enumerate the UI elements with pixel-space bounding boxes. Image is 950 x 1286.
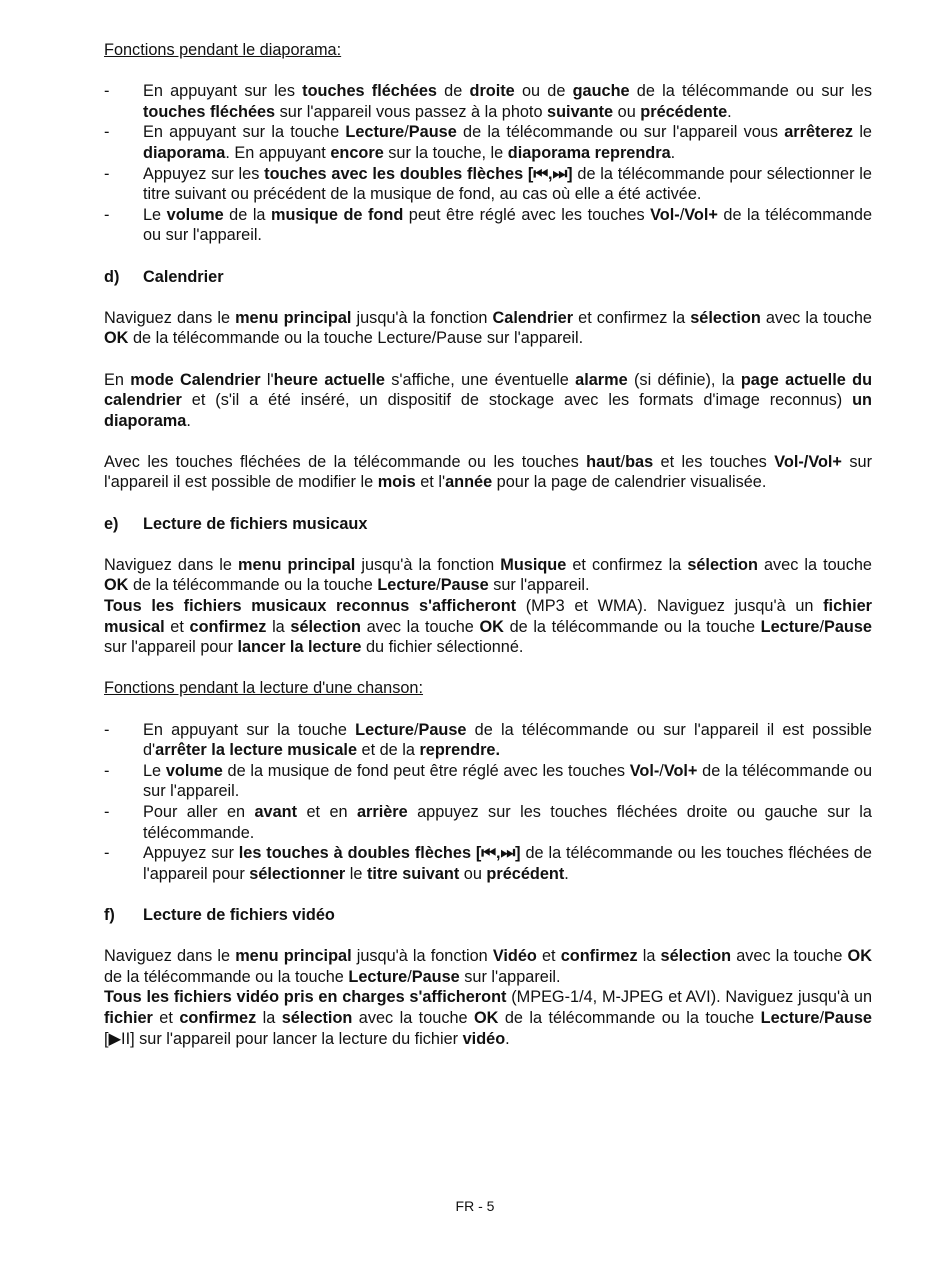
bullet-text: En appuyant sur la touche Lecture/Pause de la télécommande ou sur l'appareil vous arrêterez le diaporama. En appuyant encore sur la touche, le diaporama reprendra. <box>143 123 872 162</box>
section-title: Lecture de fichiers vidéo <box>143 905 335 924</box>
list-item <box>104 761 872 802</box>
bullet-dash: - <box>104 761 110 780</box>
section-heading-musique <box>104 514 872 535</box>
paragraph: Avec les touches fléchées de la télécommande ou les touches haut/bas et les touches Vol-/Vol+ sur l'appareil il est possible de modifier le mois et l'année pour la page de calendrier visualisée. <box>104 452 872 492</box>
bullet-dash: - <box>104 164 110 183</box>
diaporama-functions-heading: Fonctions pendant le diaporama: <box>104 41 342 59</box>
list-item <box>104 81 872 122</box>
diaporama-bullet-list <box>104 81 872 246</box>
list-item <box>104 164 872 205</box>
paragraph: Naviguez dans le menu principal jusqu'à la fonction Vidéo et confirmez la sélection avec la touche OK de la télécommande ou la touche Lecture/Pause sur l'appareil. Tous les fichiers vidéo pris en charges s'afficheront (MPEG-1/4, M-JPEG et AVI). Naviguez jusqu'à un fichier et confirmez la sélection avec la touche OK de la télécommande ou la touche Lecture/Pause [▶II] sur l'appareil pour lancer la lecture du fichier vidéo. <box>104 947 872 1048</box>
document-page <box>104 40 872 1070</box>
bullet-dash: - <box>104 802 110 821</box>
bullet-dash: - <box>104 205 110 224</box>
song-functions-heading: Fonctions pendant la lecture d'une chanson: <box>104 679 424 698</box>
bullet-text: Le volume de la musique de fond peut être réglé avec les touches Vol-/Vol+ de la télécommande ou sur l'appareil. <box>143 761 872 801</box>
song-bullet-list <box>104 720 872 885</box>
bullet-dash: - <box>104 720 110 739</box>
bullet-dash: - <box>104 82 110 101</box>
section-letter: d) <box>104 267 120 286</box>
section-heading-calendrier <box>104 267 872 288</box>
list-item <box>104 843 872 884</box>
list-item <box>104 205 872 246</box>
bullet-text: Appuyez sur les touches avec les doubles flèches [⏮,⏭] de la télécommande pour sélectionner le titre suivant ou précédent de la musique de fond, au cas où elle a été activée. <box>143 164 872 204</box>
section-heading-video <box>104 905 872 926</box>
bullet-text: Appuyez sur les touches à doubles flèches [⏮,⏭] de la télécommande ou les touches fléchées de l'appareil pour sélectionner le titre suivant ou précédent. <box>143 844 872 883</box>
paragraph: En mode Calendrier l'heure actuelle s'affiche, une éventuelle alarme (si définie), la page actuelle du calendrier et (s'il a été inséré, un dispositif de stockage avec les formats d'image reconnus) un diaporama. <box>104 370 873 430</box>
section-letter: e) <box>104 514 119 533</box>
bullet-text: Le volume de la musique de fond peut être réglé avec les touches Vol-/Vol+ de la télécommande ou sur l'appareil. <box>143 205 873 245</box>
section-title: Lecture de fichiers musicaux <box>143 514 368 533</box>
list-item <box>104 720 872 761</box>
bullet-text: En appuyant sur la touche Lecture/Pause de la télécommande ou sur l'appareil il est possible d'arrêter la lecture musicale et de la reprendre. <box>143 720 872 760</box>
section-title: Calendrier <box>143 267 224 286</box>
bullet-text: Pour aller en avant et en arrière appuyez sur les touches fléchées droite ou gauche sur la télécommande. <box>143 802 872 842</box>
section-letter: f) <box>104 905 115 924</box>
bullet-dash: - <box>104 123 110 142</box>
list-item <box>104 802 872 843</box>
paragraph: Naviguez dans le menu principal jusqu'à la fonction Musique et confirmez la sélection avec la touche OK de la télécommande ou la touche Lecture/Pause sur l'appareil. Tous les fichiers musicaux reconnus s'afficheront (MP3 et WMA). Naviguez jusqu'à un fichier musical et confirmez la sélection avec la touche OK de la télécommande ou la touche Lecture/Pause sur l'appareil pour lancer la lecture du fichier sélectionné. <box>104 555 872 657</box>
page-number: FR - 5 <box>455 1198 495 1214</box>
bullet-dash: - <box>104 844 110 863</box>
list-item <box>104 122 872 163</box>
paragraph: Naviguez dans le menu principal jusqu'à la fonction Calendrier et confirmez la sélection avec la touche OK de la télécommande ou la touche Lecture/Pause sur l'appareil. <box>104 308 872 348</box>
bullet-text: En appuyant sur les touches fléchées de droite ou de gauche de la télécommande ou sur les touches fléchées sur l'appareil vous passez à la photo suivante ou précédente. <box>143 82 872 121</box>
